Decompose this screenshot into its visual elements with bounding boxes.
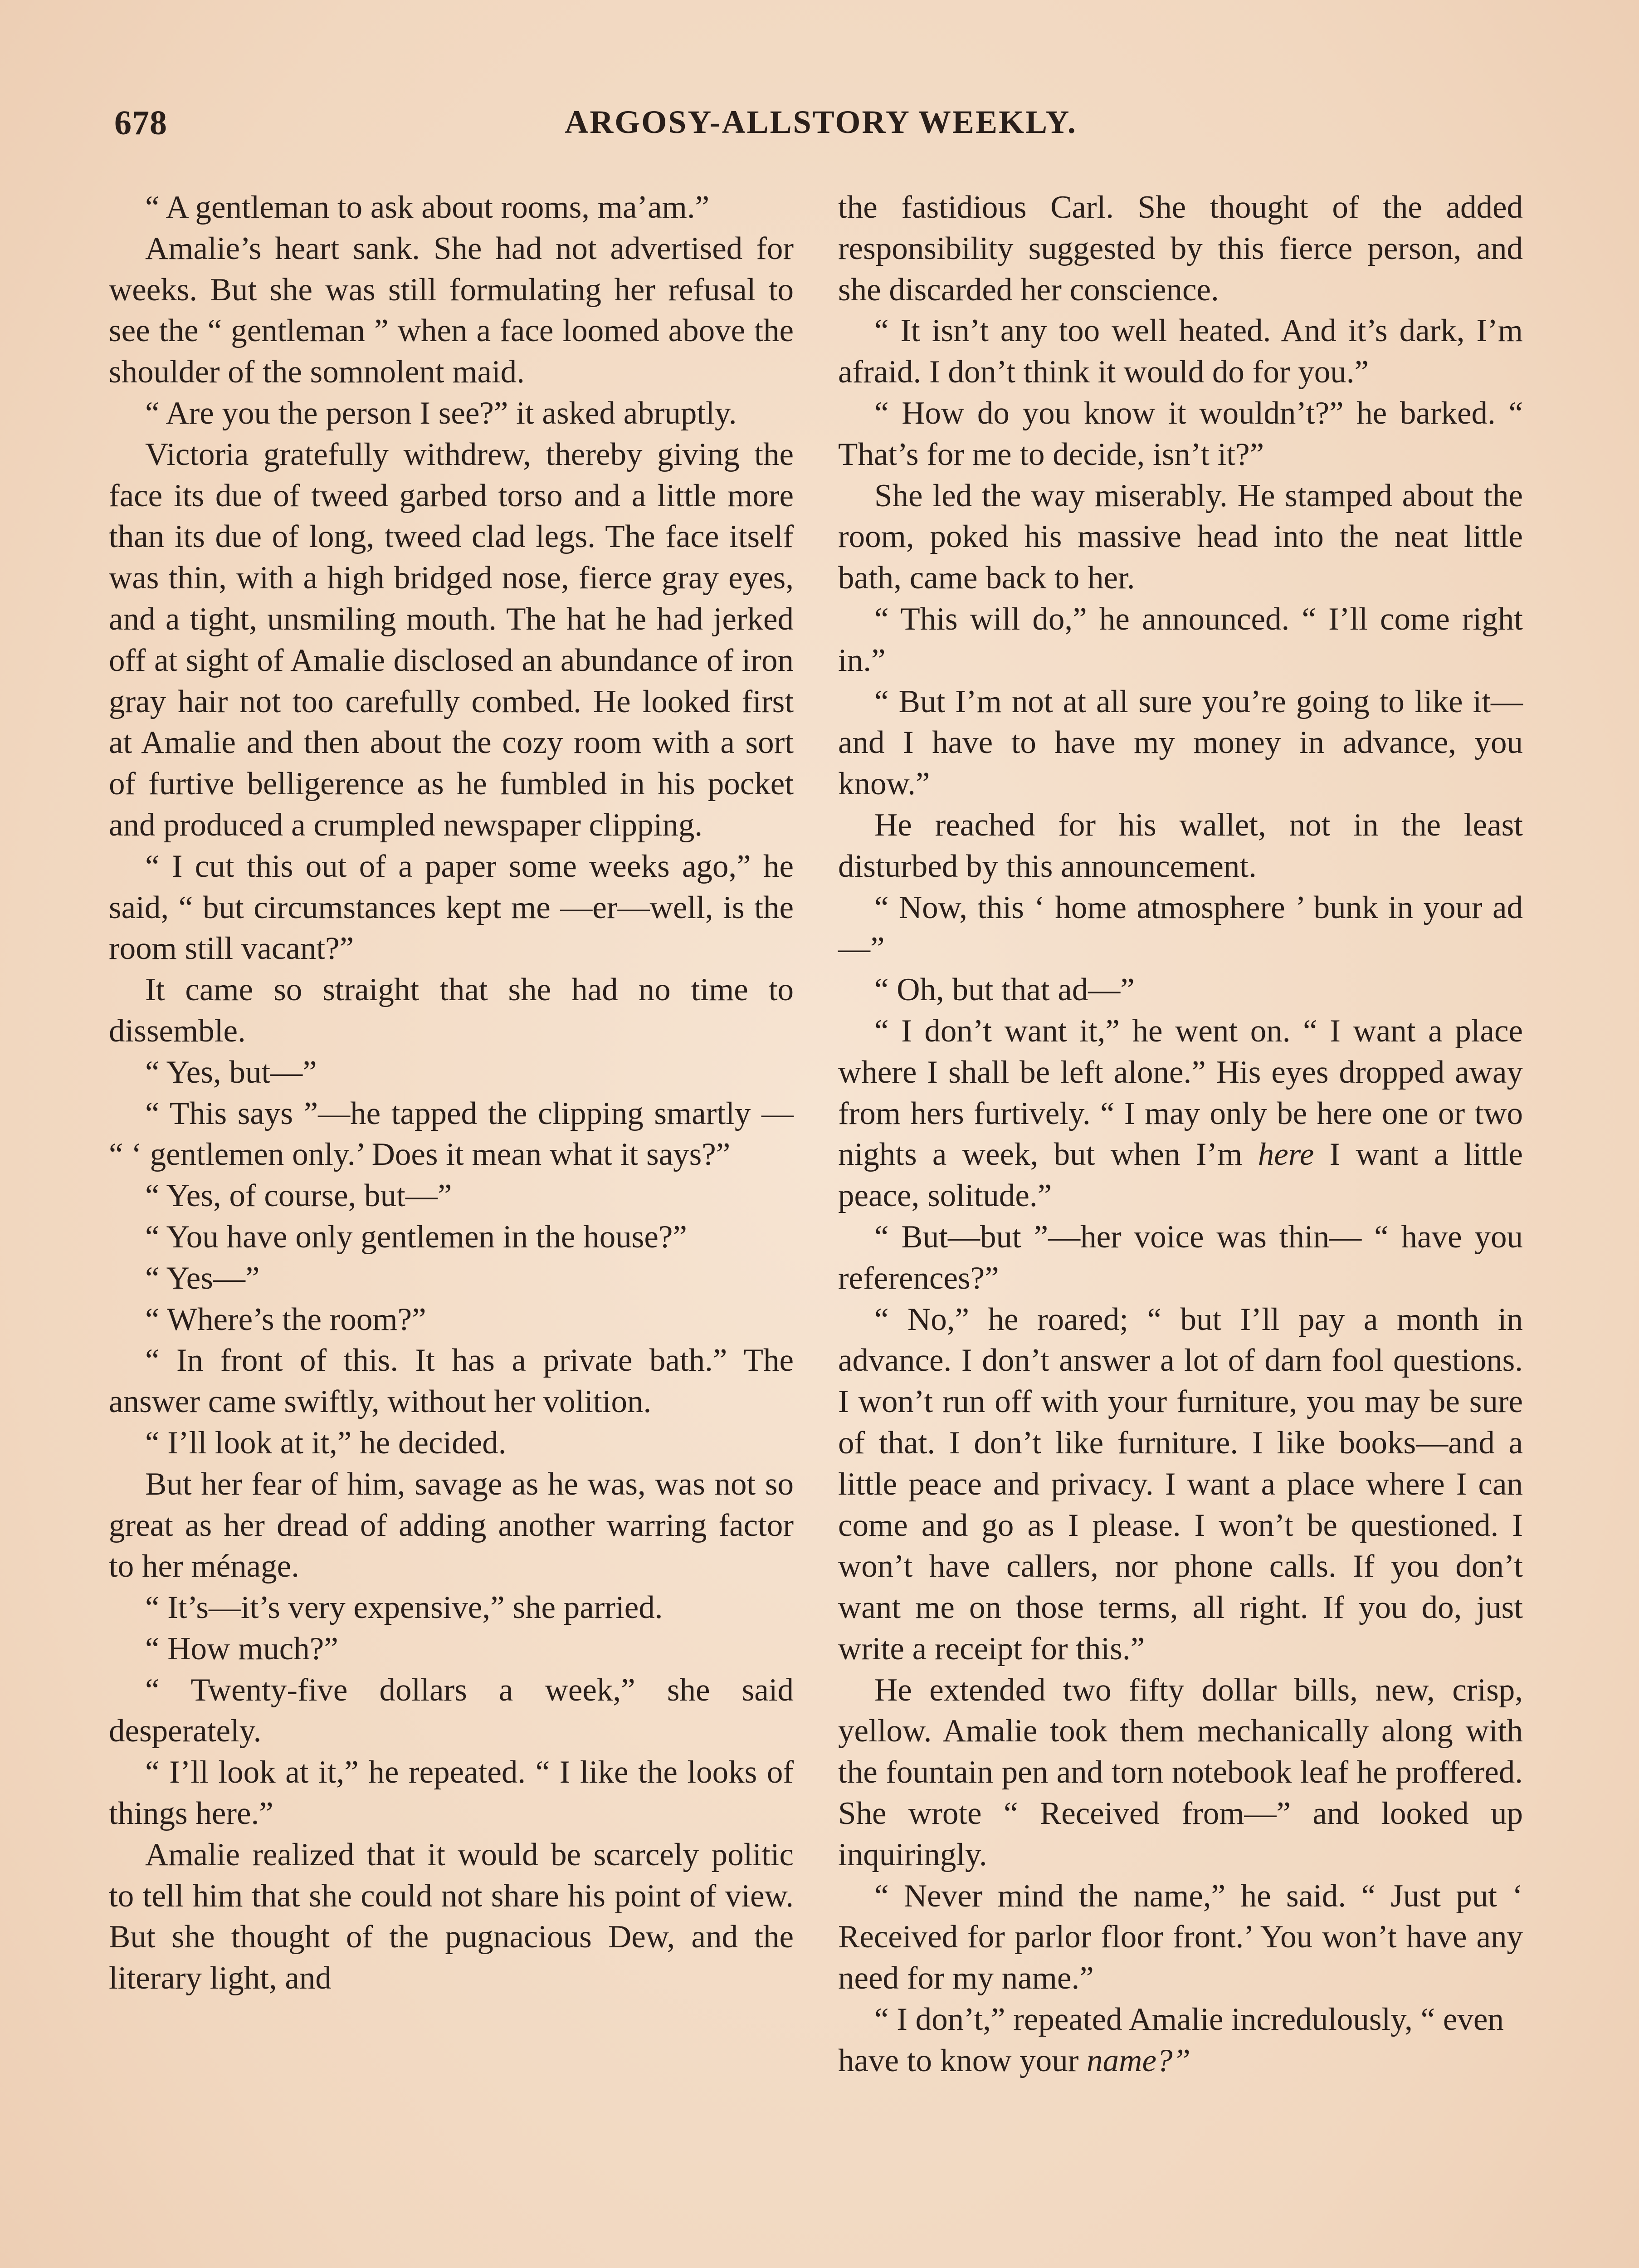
paragraph: He reached for his wallet, not in the least disturbed by this announcement. (838, 807, 1523, 884)
paragraph: “ Yes, but—” (145, 1054, 317, 1090)
paragraph: “ Yes, of course, but—” (145, 1178, 452, 1214)
left-column (109, 187, 794, 1999)
paragraph: It came so straight that she had no time to dissemble. (109, 972, 794, 1049)
paragraph: Amalie realized that it would be scarcely politic to tell him that she could not share his point of view. But she thought of the pugnacious Dew, and the literary light, and (109, 1837, 794, 1996)
paragraph: “ But I’m not at all sure you’re going to like it—and I have to have my money in advance, you know.” (838, 684, 1523, 802)
paragraph: “ It’s—it’s very expensive,” she parried. (145, 1590, 663, 1626)
paragraph-text: “ I don’t want it,” he went on. “ I want a place where I shall be left alone.” His eyes dropped away from hers furtively. “ I may only be here one or two nights a week, but when I’m (838, 1013, 1523, 1173)
paragraph: “ I cut this out of a paper some weeks ago,” he said, “ but circumstances kept me —er—well, is the room still vacant?” (109, 848, 794, 967)
paragraph: “ Twenty-five dollars a week,” she said desperately. (109, 1672, 794, 1749)
paragraph: “ This will do,” he announced. “ I’ll come right in.” (838, 601, 1523, 678)
paragraph: “ Where’s the room?” (145, 1301, 426, 1337)
paragraph: the fastidious Carl. She thought of the added responsibility suggested by this fierce person, and she discarded her conscience. (838, 190, 1523, 308)
paragraph: “ Are you the person I see?” it asked abruptly. (145, 395, 737, 431)
page-number: 678 (114, 104, 167, 142)
italic-emphasis: name?” (1087, 2043, 1190, 2078)
running-title: ARGOSY-ALLSTORY WEEKLY. (565, 104, 1077, 140)
italic-emphasis: here (1258, 1137, 1314, 1173)
paragraph (838, 1011, 1523, 1217)
paragraph: “ It isn’t any too well heated. And it’s dark, I’m afraid. I don’t think it would do for you.” (838, 313, 1523, 390)
paragraph: “ This says ”—he tapped the clipping smartly — “ ‘ gentlemen only.’ Does it mean what it says?” (109, 1095, 794, 1173)
paragraph: But her fear of him, savage as he was, was not so great as her dread of adding another warring factor to her ménage. (109, 1466, 794, 1584)
paragraph: “ You have only gentlemen in the house?” (145, 1219, 687, 1255)
paragraph: “ Now, this ‘ home atmosphere ’ bunk in your ad—” (838, 890, 1523, 967)
paragraph-text: “ I don’t,” repeated Amalie incredulously, “ even have to know your (838, 2002, 1504, 2078)
paragraph: He extended two fifty dollar bills, new, crisp, yellow. Amalie took them mechanically along with the fountain pen and torn notebook leaf he proffered. She wrote “ Received from—” and looked up inquiringly. (838, 1672, 1523, 1872)
paragraph: “ But—but ”—her voice was thin— “ have you references?” (838, 1219, 1523, 1296)
paragraph: “ A gentleman to ask about rooms, ma’am.” (145, 190, 710, 225)
paragraph: She led the way miserably. He stamped about the room, poked his massive head into the neat little bath, came back to her. (838, 478, 1523, 596)
paragraph (838, 1999, 1523, 2082)
paragraph: “ How much?” (145, 1631, 338, 1667)
paragraph: “ In front of this. It has a private bath.” The answer came swiftly, without her volition. (109, 1343, 794, 1420)
paragraph: “ Never mind the name,” he said. “ Just put ‘ Received for parlor floor front.’ You won’t have any need for my name.” (838, 1878, 1523, 1996)
paragraph: “ I’ll look at it,” he repeated. “ I like the looks of things here.” (109, 1755, 794, 1832)
right-column (838, 187, 1523, 2082)
paragraph-text: I want a little peace, solitude.” (838, 1137, 1523, 1214)
paragraph: “ I’ll look at it,” he decided. (145, 1425, 507, 1461)
paragraph: “ How do you know it wouldn’t?” he barked. “ That’s for me to decide, isn’t it?” (838, 395, 1523, 472)
paragraph: “ Oh, but that ad—” (874, 972, 1135, 1008)
page-header (109, 103, 1533, 153)
paragraph: “ No,” he roared; “ but I’ll pay a month in advance. I don’t answer a lot of darn fool questions. I won’t run off with your furniture, you may be sure of that. I don’t like furniture. I like books—and a little peace and privacy. I want a place where I can come and go as I please. I won’t be questioned. I won’t have callers, nor phone calls. If you don’t want me on those terms, all right. If you do, just write a receipt for this.” (838, 1301, 1523, 1667)
paragraph: “ Yes—” (145, 1260, 260, 1296)
paragraph: Amalie’s heart sank. She had not advertised for weeks. But she was still formulating her refusal to see the “ gentleman ” when a face loomed above the shoulder of the somnolent maid. (109, 230, 794, 390)
paragraph: Victoria gratefully withdrew, thereby giving the face its due of tweed garbed torso and a little more than its due of long, tweed clad legs. The face itself was thin, with a high bridged nose, fierce gray eyes, and a tight, unsmiling mouth. The hat he had jerked off at sight of Amalie disclosed an abundance of iron gray hair not too carefully combed. He looked first at Amalie and then about the cozy room with a sort of furtive belligerence as he fumbled in his pocket and produced a crumpled newspaper clipping. (109, 436, 794, 843)
